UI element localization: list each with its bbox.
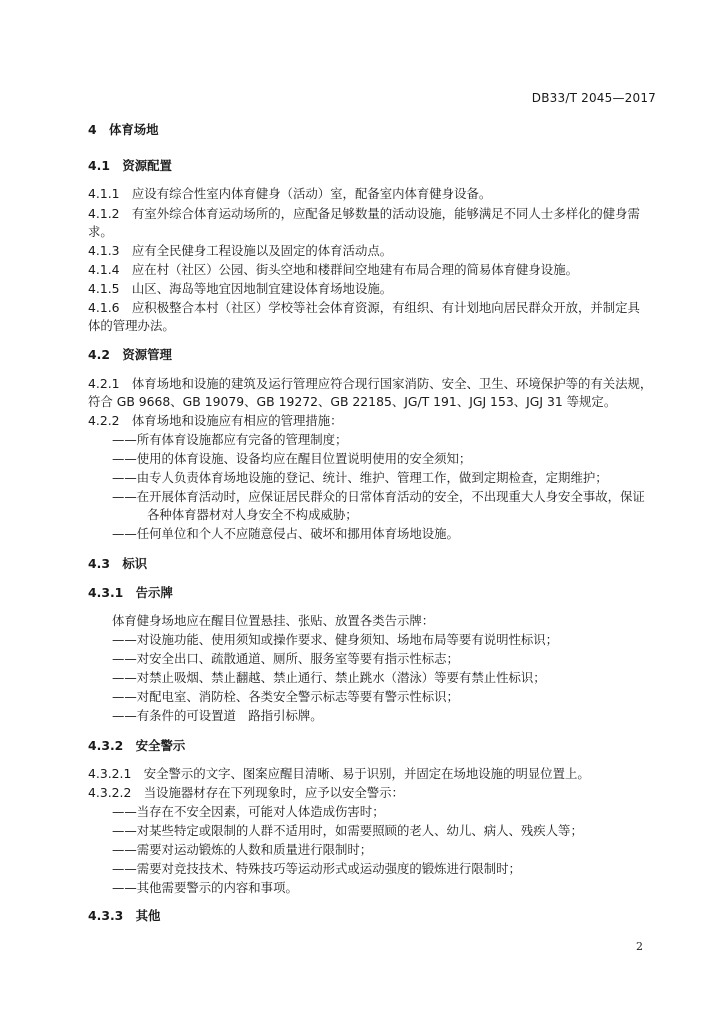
text-line: 4.3.2.2 当设施器材存在下列现象时，应予以安全警示： xyxy=(88,785,404,800)
text-line: 4.3.2.1 安全警示的文字、图案应醒目清晰、易于识别，并固定在场地设施的明显位置上。 xyxy=(88,766,590,781)
standard-header: DB33/T 2045—2017 xyxy=(531,91,656,105)
text-line: 4.2.1 体育场地和设施的建筑及运行管理应符合现行国家消防、安全、卫生、环境保护等的有关法规， xyxy=(88,376,653,391)
text-line: 4.1.3 应有全民健身工程设施以及固定的体育活动点。 xyxy=(88,243,393,258)
text-line: ——由专人负责体育场地设施的登记、统计、维护、管理工作，做到定期检查，定期维护； xyxy=(112,470,608,485)
text-line: ——对配电室、消防栓、各类安全警示标志等要有警示性标识； xyxy=(112,689,459,704)
text-line: ——需要对运动锻炼的人数和质量进行限制时； xyxy=(112,842,373,857)
text-line: ——所有体育设施都应有完备的管理制度； xyxy=(112,432,348,447)
text-line: ——其他需要警示的内容和事项。 xyxy=(112,880,298,895)
text-line: ——需要对竞技技术、特殊技巧等运动形式或运动强度的锻炼进行限制时； xyxy=(112,861,521,876)
text-line: 体育健身场地应在醒目位置悬挂、张贴、放置各类告示牌： xyxy=(112,613,435,628)
section-heading: 4.3.1 告示牌 xyxy=(88,585,173,600)
text-line: 4.2.2 体育场地和设施应有相应的管理措施： xyxy=(88,413,343,428)
text-line: ——在开展体育活动时，应保证居民群众的日常体育活动的安全，不出现重大人身安全事故，保证 xyxy=(112,489,645,504)
text-line: ——使用的体育设施、设备均应在醒目位置说明使用的安全须知； xyxy=(112,451,472,466)
section-heading: 4.1 资源配置 xyxy=(88,158,172,173)
text-line: ——有条件的可设置道 路指引标牌。 xyxy=(112,708,323,723)
section-heading: 4 体育场地 xyxy=(88,122,159,137)
header-rule xyxy=(68,110,656,111)
text-line: 体的管理办法。 xyxy=(88,318,175,333)
text-line: 4.1.6 应积极整合本村（社区）学校等社会体育资源，有组织、有计划地向居民群众开放，并制定具 xyxy=(88,300,640,315)
page-number: 2 xyxy=(636,940,643,953)
text-line: 4.1.5 山区、海岛等地宜因地制宜建设体育场地设施。 xyxy=(88,281,393,296)
text-line: 求。 xyxy=(88,224,113,239)
section-heading: 4.3.2 安全警示 xyxy=(88,738,186,753)
text-line: ——任何单位和个人不应随意侵占、破坏和挪用体育场地设施。 xyxy=(112,526,459,541)
text-line: ——对禁止吸烟、禁止翻越、禁止通行、禁止跳水（潜泳）等要有禁止性标识； xyxy=(112,670,546,685)
section-heading: 4.3.3 其他 xyxy=(88,908,161,923)
text-line: 符合 GB 9668、GB 19079、GB 19272、GB 22185、JG/T 191、JGJ 153、JGJ 31 等规定。 xyxy=(88,394,617,409)
text-line: ——对某些特定或限制的人群不适用时，如需要照顾的老人、幼儿、病人、残疾人等； xyxy=(112,823,583,838)
text-line: ——当存在不安全因素，可能对人体造成伤害时； xyxy=(112,804,385,819)
text-line: 4.1.2 有室外综合体育运动场所的，应配备足够数量的活动设施，能够满足不同人士多样化的健身需 xyxy=(88,206,640,221)
section-heading: 4.2 资源管理 xyxy=(88,347,172,362)
text-line: 各种体育器材对人身安全不构成威胁； xyxy=(147,507,358,522)
text-line: 4.1.1 应设有综合性室内体育健身（活动）室，配备室内体育健身设备。 xyxy=(88,186,492,201)
text-line: 4.1.4 应在村（社区）公园、街头空地和楼群间空地建有布局合理的简易体育健身设施。 xyxy=(88,262,578,277)
section-heading: 4.3 标识 xyxy=(88,556,148,571)
text-line: ——对设施功能、使用须知或操作要求、健身须知、场地布局等要有说明性标识； xyxy=(112,632,559,647)
text-line: ——对安全出口、疏散通道、厕所、服务室等要有指示性标志； xyxy=(112,651,459,666)
